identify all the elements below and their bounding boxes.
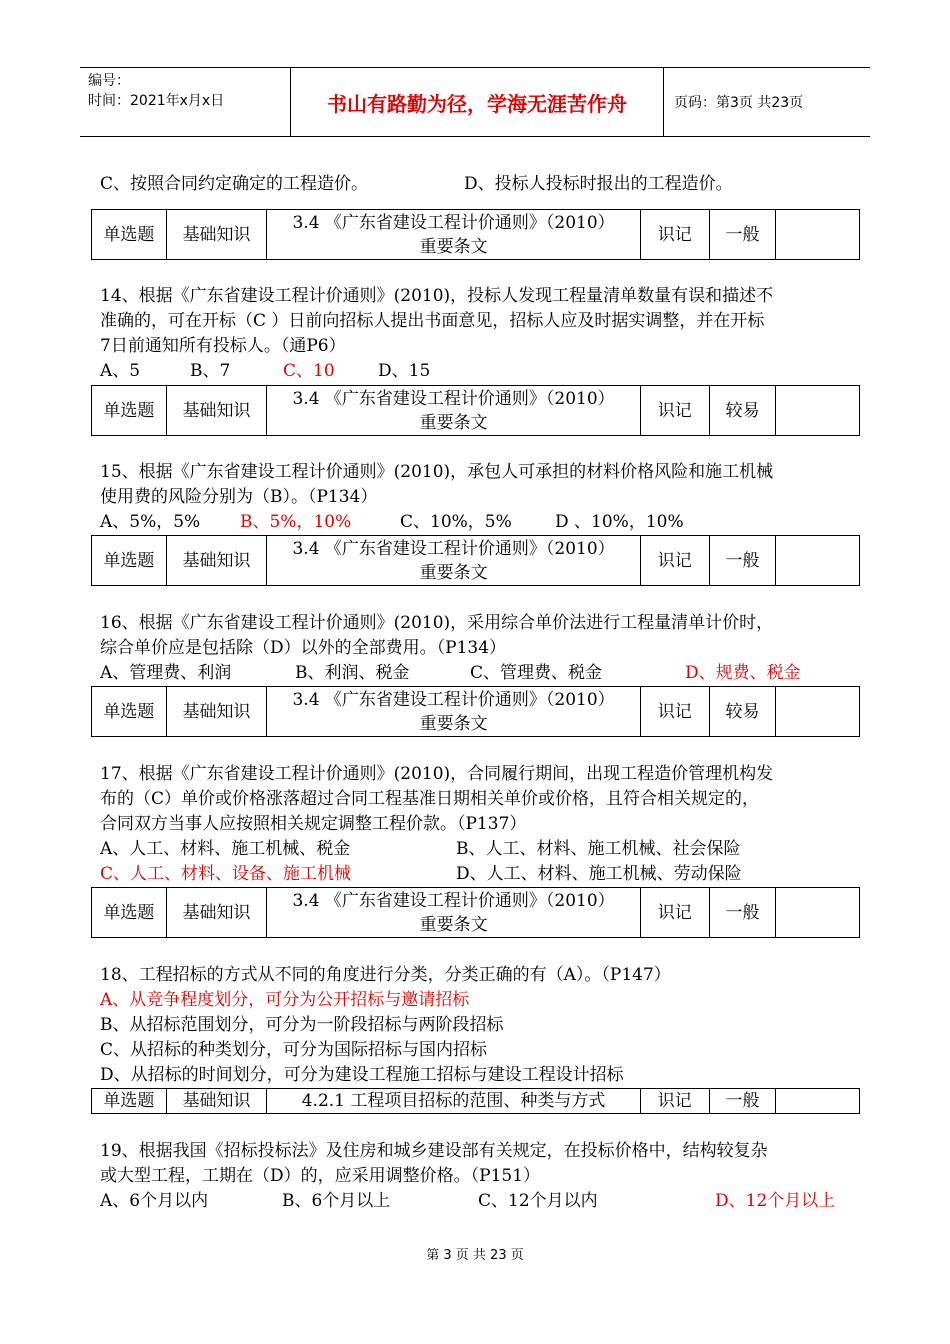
meta-ref-line1: 3.4 《广东省建设工程计价通则》（2010）	[292, 890, 615, 911]
meta-ref-line2: 重要条文	[419, 236, 488, 257]
q15-option-b-answer: B、5%，10%	[240, 512, 352, 532]
q18-option-a-answer: A、从竞争程度划分，可分为公开招标与邀请招标	[100, 990, 470, 1010]
meta-difficulty: 较易	[709, 687, 776, 737]
meta-ref-line2: 重要条文	[419, 562, 488, 583]
q19-option-c: C、12个月以内	[478, 1191, 598, 1211]
question-meta-table	[91, 1088, 860, 1114]
meta-type: 单选题	[92, 687, 167, 737]
meta-difficulty: 一般	[709, 1089, 776, 1114]
meta-category: 基础知识	[166, 210, 267, 260]
meta-level: 识记	[640, 386, 709, 436]
meta-ref-line1: 3.4 《广东省建设工程计价通则》（2010）	[292, 689, 615, 710]
header-info	[80, 68, 291, 136]
time-label: 时间：2021年x月x日	[88, 93, 225, 109]
q17-option-c-answer: C、人工、材料、设备、施工机械	[100, 864, 352, 884]
q14-option-a: A、5	[100, 361, 141, 381]
meta-extra	[776, 687, 860, 737]
meta-type: 单选题	[92, 536, 167, 586]
q16-line: 综合单价应是包括除（D）以外的全部费用。（P134）	[100, 638, 507, 658]
meta-type: 单选题	[92, 210, 167, 260]
meta-extra	[776, 536, 860, 586]
q18-option-b: B、从招标范围划分，可分为一阶段招标与两阶段招标	[100, 1015, 504, 1035]
meta-ref-line2: 重要条文	[419, 713, 488, 734]
q15-option-c: C、10%，5%	[400, 512, 512, 532]
meta-type: 单选题	[92, 386, 167, 436]
q14-line: 14、根据《广东省建设工程计价通则》(2010)，投标人发现工程量清单数量有误和描述不	[100, 286, 774, 306]
question-meta-table	[91, 209, 860, 260]
q17-line: 17、根据《广东省建设工程计价通则》(2010)，合同履行期间，出现工程造价管理机构发	[100, 764, 774, 784]
q16-option-d-answer: D、规费、税金	[685, 663, 801, 683]
meta-reference: 4.2.1 工程项目招标的范围、种类与方式	[267, 1089, 640, 1114]
q14-line: 准确的，可在开标（C ）日前向招标人提出书面意见，招标人应及时据实调整，并在开标	[100, 311, 765, 331]
meta-extra	[776, 386, 860, 436]
page-footer: 第 3 页 共 23 页	[426, 1248, 524, 1263]
meta-level: 识记	[640, 888, 709, 938]
q19-line: 或大型工程，工期在（D）的，应采用调整价格。（P151）	[100, 1166, 541, 1186]
question-meta-table	[91, 385, 860, 436]
code-label: 编号：	[88, 73, 130, 89]
meta-ref-line2: 重要条文	[419, 914, 488, 935]
q14-option-c-answer: C、10	[283, 361, 335, 381]
header-motto: 书山有路勤为径，学海无涯苦作舟	[291, 68, 664, 136]
meta-level: 识记	[640, 210, 709, 260]
q17-option-d: D、人工、材料、施工机械、劳动保险	[456, 864, 742, 884]
q17-line: 合同双方当事人应按照相关规定调整工程价款。（P137）	[100, 814, 527, 834]
meta-reference	[267, 386, 641, 436]
q16-option-c: C、管理费、税金	[470, 663, 603, 683]
question-meta-table	[91, 887, 860, 938]
meta-level: 识记	[640, 687, 709, 737]
q19-line: 19、根据我国《招标投标法》及住房和城乡建设部有关规定，在投标价格中，结构较复杂	[100, 1141, 768, 1161]
q18-line: 18、工程招标的方式从不同的角度进行分类，分类正确的有（A）。（P147）	[100, 965, 671, 985]
option-d: D、投标人投标时报出的工程造价。	[464, 174, 733, 194]
q16-option-b: B、利润、税金	[295, 663, 410, 683]
q19-option-b: B、6个月以上	[282, 1191, 391, 1211]
meta-difficulty: 一般	[709, 536, 776, 586]
q18-option-c: C、从招标的种类划分，可分为国际招标与国内招标	[100, 1040, 488, 1060]
header-page-info: 页码：第3页 共23页	[674, 95, 804, 111]
q14-line: 7日前通知所有投标人。（通P6）	[100, 336, 346, 356]
option-c: C、按照合同约定确定的工程造价。	[100, 174, 369, 194]
q16-line: 16、根据《广东省建设工程计价通则》(2010)，采用综合单价法进行工程量清单计价时，	[100, 613, 774, 633]
meta-ref-line1: 3.4 《广东省建设工程计价通则》（2010）	[292, 538, 615, 559]
q14-option-b: B、7	[190, 361, 231, 381]
meta-difficulty: 一般	[709, 888, 776, 938]
meta-ref-line1: 3.4 《广东省建设工程计价通则》（2010）	[292, 212, 615, 233]
q17-option-a: A、人工、材料、施工机械、税金	[100, 839, 351, 859]
meta-reference	[267, 536, 641, 586]
meta-category: 基础知识	[166, 1089, 267, 1114]
meta-ref-line2: 重要条文	[419, 412, 488, 433]
meta-category: 基础知识	[166, 386, 267, 436]
meta-extra	[776, 888, 860, 938]
q16-option-a: A、管理费、利润	[100, 663, 232, 683]
q15-line: 15、根据《广东省建设工程计价通则》(2010)，承包人可承担的材料价格风险和施工机械	[100, 462, 774, 482]
meta-reference	[267, 210, 641, 260]
question-meta-table	[91, 535, 860, 586]
q19-option-a: A、6个月以内	[100, 1191, 209, 1211]
q15-line: 使用费的风险分别为（B）。（P134）	[100, 487, 378, 507]
meta-extra	[776, 1089, 860, 1114]
q17-option-b: B、人工、材料、施工机械、社会保险	[456, 839, 741, 859]
meta-extra	[776, 210, 860, 260]
meta-type: 单选题	[92, 888, 167, 938]
q18-option-d: D、从招标的时间划分，可分为建设工程施工招标与建设工程设计招标	[100, 1065, 624, 1085]
q19-option-d-answer: D、12个月以上	[715, 1191, 836, 1211]
q15-option-d: D 、10%，10%	[555, 512, 684, 532]
meta-reference	[267, 888, 641, 938]
q15-option-a: A、5%，5%	[100, 512, 201, 532]
meta-reference	[267, 687, 641, 737]
meta-ref-line1: 3.4 《广东省建设工程计价通则》（2010）	[292, 388, 615, 409]
meta-difficulty: 一般	[709, 210, 776, 260]
question-meta-table	[91, 686, 860, 737]
q14-option-d: D、15	[378, 361, 431, 381]
meta-difficulty: 较易	[709, 386, 776, 436]
meta-level: 识记	[640, 1089, 709, 1114]
meta-category: 基础知识	[166, 687, 267, 737]
meta-category: 基础知识	[166, 888, 267, 938]
page-header	[80, 67, 870, 137]
meta-level: 识记	[640, 536, 709, 586]
q17-line: 布的（C）单价或价格涨落超过合同工程基准日期相关单价或价格，且符合相关规定的，	[100, 789, 760, 809]
meta-category: 基础知识	[166, 536, 267, 586]
meta-type: 单选题	[92, 1089, 167, 1114]
